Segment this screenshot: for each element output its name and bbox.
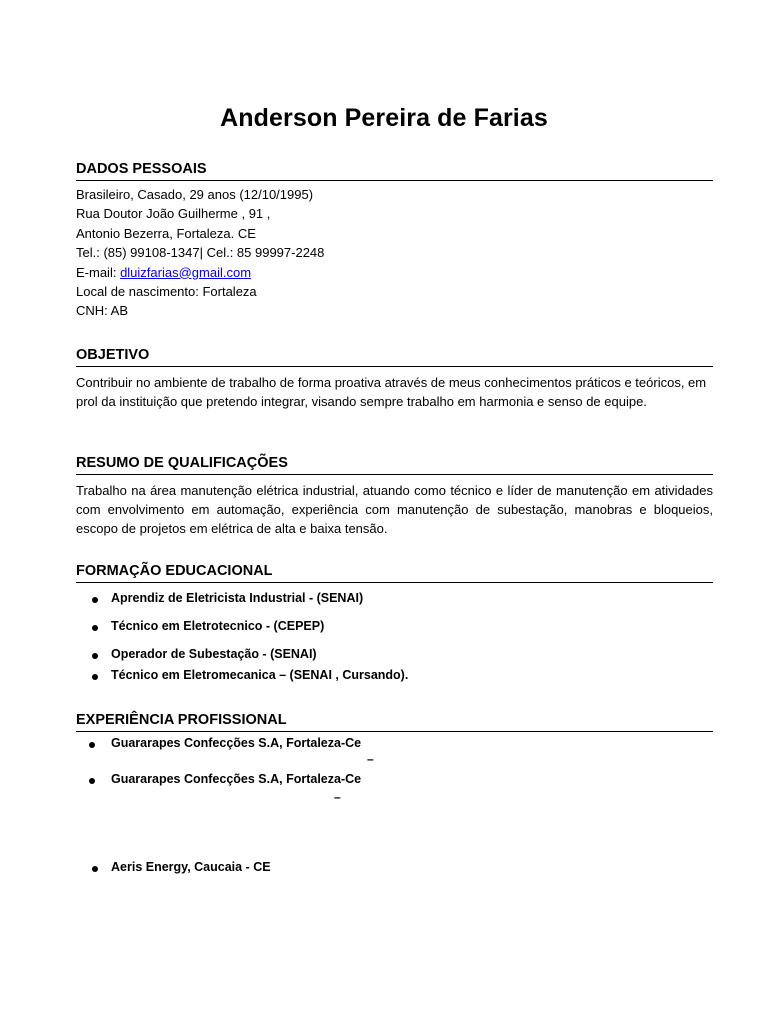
personal-line-4: Tel.: (85) 99108-1347| Cel.: 85 99997-2248 bbox=[76, 245, 325, 261]
objective-text: Contribuir no ambiente de trabalho de forma proativa através de meus conhecimentos práticos e teóricos, em prol da instituição que pretendo integrar, visando sempre trabalho em harmonia e senso de equipe. bbox=[76, 375, 707, 410]
email-label: E-mail: bbox=[76, 264, 121, 280]
bullet-icon bbox=[89, 778, 95, 784]
experience-item-3: Aeris Energy, Caucaia - CE bbox=[111, 860, 271, 874]
experience-item-2: Guararapes Confecções S.A, Fortaleza-Ce bbox=[111, 772, 362, 786]
bullet-icon bbox=[92, 597, 98, 603]
personal-line-7: CNH: AB bbox=[76, 303, 129, 319]
bullet-icon bbox=[92, 653, 98, 659]
personal-line-6: Local de nascimento: Fortaleza bbox=[76, 284, 257, 300]
education-item-3: Operador de Subestação - (SENAI) bbox=[111, 647, 317, 661]
education-section bbox=[76, 562, 713, 583]
section-title-objective: OBJETIVO bbox=[76, 346, 713, 367]
experience-dash-2: – bbox=[334, 790, 341, 804]
bullet-icon bbox=[89, 742, 95, 748]
bullet-icon bbox=[92, 674, 98, 680]
section-title-personal: DADOS PESSOAIS bbox=[76, 160, 713, 181]
bullet-icon bbox=[92, 625, 98, 631]
experience-dash-1: – bbox=[367, 752, 374, 766]
candidate-name: Anderson Pereira de Farias bbox=[220, 104, 548, 132]
section-title-summary: RESUMO DE QUALIFICAÇÕES bbox=[76, 454, 713, 475]
summary-text: Trabalho na área manutenção elétrica industrial, atuando como técnico e líder de manutenção em atividades com envolvimento em automação, experiência com manutenção de subestação, manobras e bloqueios, escopo de projetos em elétrica de alta e baixa tensão. bbox=[76, 483, 713, 537]
education-item-2: Técnico em Eletrotecnico - (CEPEP) bbox=[111, 619, 325, 633]
personal-email-line bbox=[76, 263, 713, 282]
personal-line-2: Rua Doutor João Guilherme , 91 , bbox=[76, 206, 271, 222]
objective-section bbox=[76, 346, 713, 411]
personal-data-section bbox=[76, 160, 713, 321]
education-item-4: Técnico em Eletromecanica – (SENAI , Cursando). bbox=[111, 668, 409, 682]
section-title-experience: EXPERIÊNCIA PROFISSIONAL bbox=[76, 711, 713, 732]
experience-section bbox=[76, 711, 713, 732]
section-title-education: FORMAÇÃO EDUCACIONAL bbox=[76, 562, 713, 583]
personal-line-3: Antonio Bezerra, Fortaleza. CE bbox=[76, 225, 256, 241]
bullet-icon bbox=[92, 866, 98, 872]
summary-section bbox=[76, 454, 713, 539]
education-item-1: Aprendiz de Eletricista Industrial - (SENAI) bbox=[111, 591, 364, 605]
personal-line-1: Brasileiro, Casado, 29 anos (12/10/1995) bbox=[76, 187, 314, 202]
email-link[interactable]: dluizfarias@gmail.com bbox=[120, 264, 252, 280]
experience-item-1: Guararapes Confecções S.A, Fortaleza-Ce bbox=[111, 736, 362, 750]
